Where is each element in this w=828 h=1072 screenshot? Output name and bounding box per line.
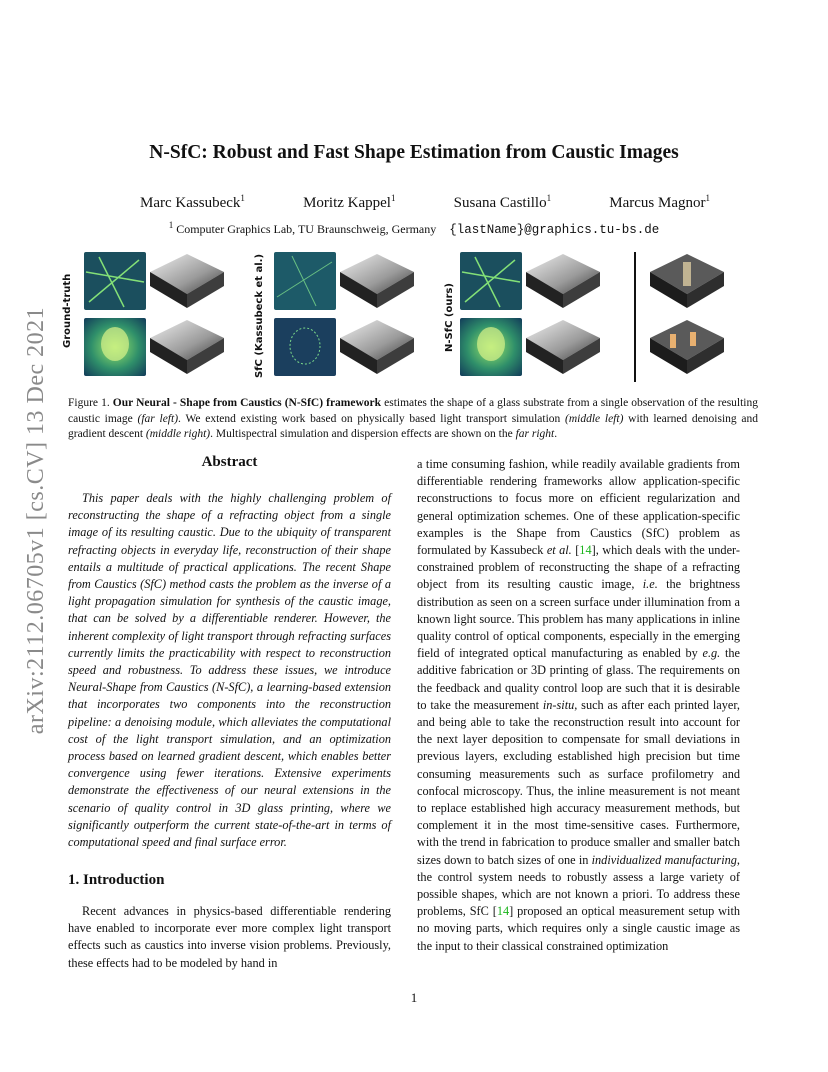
glass-surface-render [148,316,226,378]
caustic-image-lines [460,252,522,310]
glass-surface-render [338,316,416,378]
body-paragraph: a time consuming fashion, while readily available gradients from differentiable rendering frameworks allow application-specific reconstructions to focus more on efficient regularization and general optimization schemes. One of these application-specific examples is the Shape from Caustics (SfC) problem as formulated by Kassubeck et al. [14], which deals with the under-constrained problem of reconstructing the shape of a refracting object from its resulting caustic image, i.e. the brightness distribution as seen on a screen surface under illumination from a known light source. This problem has many applications in inline quality control of optical components, especially in the emerging field of integrated optical manufacturing as enabled by e.g. the additive fabrication or 3D printing of glass. The requirements on the feedback and quality control loop are such that it is desirable to take the measurement in-situ, such as after each printed layer, and being able to take the reconstruction result into account for the next layer deposition to compensate for small deviations in previous layers, excluding established high precision but time consuming measurements such as surface profilometry and confocal microscopy. Thus, the inline measurement is not meant to replace established high accuracy measurement methods, but complement it in the most time-sensitive cases. Furthermore, with the trend in fabrication to produce smaller and smaller batch sizes down to batch sizes of one in individualized manufacturing, the control system needs to robustly assess a large variety of possible shapes, which are not known a priori. To address these problems, SfC [14] proposed an optical measurement setup with no moving parts, which requires only a single caustic image as the input to their classical constrained optimization [417,457,741,953]
glass-surface-render [524,316,602,378]
section-heading: 1. Introduction [68,872,165,888]
caustic-image-portrait [84,318,146,376]
intro-paragraph: Recent advances in physics-based differentiable rendering have enabled to incorporate ever more complex light transport effects such as caustics into inverse vision problems. Previously, these effects had to be modeled by hand in [68,904,391,970]
caustic-image-lines [274,252,336,310]
caustic-image-portrait [460,318,522,376]
citation-link[interactable]: 14 [579,543,592,558]
author: Marc Kassubeck$^1$ [140,193,245,211]
abstract-body: This paper deals with the highly challenging problem of reconstructing the shape of a refracting object from a single image of its resulting caustic. Due to the ubiquity of transparent refracting objects in everyday life, reconstruction of their shape entails a multitude of practical applications. The recent Shape from Caustics (SfC) method casts the problem as the inverse of a light propagation simulation for synthesis of the caustic image, that can be solved by a differentiable renderer. However, the inherent complexity of light transport through refracting surfaces currently limits the practicability with respect to reconstruction speed and robustness. To address these issues, we introduce Neural-Shape from Caustics (N-SfC), a learning-based extension that incorporates two components into the reconstruction pipeline: a denoising module, which alleviates the computational cost of the light transport simulation, and an optimization process based on learned gradient descent, which enables better convergence using fewer iterations. Extensive experiments demonstrate the effectiveness of our neural extensions in the scenario of quality control in 3D glass printing, where we significantly outperform the current state-of-the-art in terms of computational speed and final surface error. [68,491,391,850]
figure-caption: Figure 1. Our Neural - Shape from Caustics (N-SfC) framework estimates the shape of a glass substrate from a single observation of the resulting caustic image (far left). We extend existing work based on physically based light transport simulation (middle left) with learned denoising and gradient descent (middle right). Multispectral simulation and dispersion effects are shown on the far right. [68,397,759,440]
glass-surface-render [524,250,602,312]
paper-title: N-SfC: Robust and Fast Shape Estimation from Caustic Images [149,142,679,163]
figure-1 [60,248,750,388]
email: {lastName}@graphics.tu-bs.de [449,223,660,237]
caustic-image-lines [84,252,146,310]
figure-divider [634,252,636,382]
dispersion-render [648,250,726,312]
author-list [140,195,710,212]
page-number: 1 [410,990,418,1005]
arxiv-id: arXiv:2112.06705v1 [cs.CV] 13 Dec 2021 [23,306,50,734]
glass-surface-render [148,250,226,312]
row-label-nsfc: N-SfC (ours) [444,283,455,352]
dispersion-render [648,316,726,378]
row-label-sfc: SfC (Kassubeck et al.) [254,253,265,378]
abstract-heading: Abstract [201,454,258,470]
glass-surface-render [338,250,416,312]
arxiv-stamp [12,280,62,760]
affiliation: $^1$ Computer Graphics Lab, TU Braunschweig, Germany {lastName}@graphics.tu-bs.de [168,220,660,237]
author: Moritz Kappel$^1$ [303,193,396,211]
citation-link[interactable]: 14 [496,904,510,919]
row-label-ground-truth: Ground-truth [62,273,73,348]
author: Marcus Magnor$^1$ [609,193,710,211]
caustic-image-portrait [274,318,336,376]
author: Susana Castillo$^1$ [453,193,552,211]
